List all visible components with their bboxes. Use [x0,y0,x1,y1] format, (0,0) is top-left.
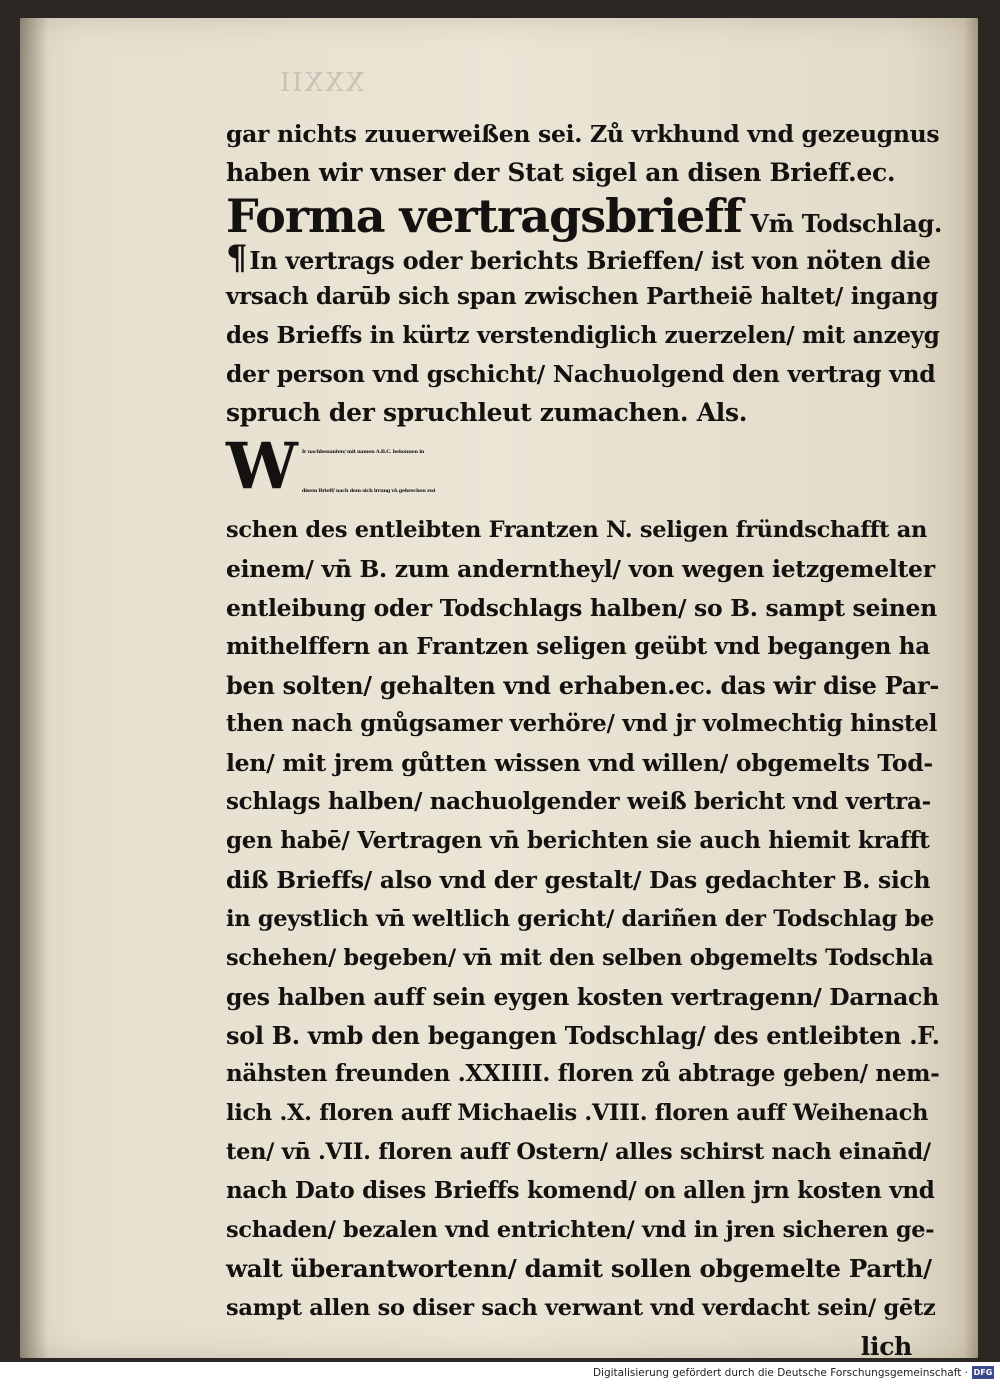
drop-cap: W [226,429,298,505]
text-line: spruch der spruchleut zumachen. Als. [226,398,748,428]
text-line: diß Brieffs/ also vnd der gestalt/ Das gedachter B. sich [226,866,931,895]
text-line: nach Dato dises Brieffs komend/ on allen jrn kosten vnd [226,1177,935,1205]
text-line: entleibung oder Todschlags halben/ so B. sampt seinen [226,593,937,622]
text-line: der person vnd gschicht/ Nachuolgend den vertrag vnd [226,360,936,389]
text-line: des Brieffs in kürtz verstendiglich zuerzelen/ mit anzeyg [226,321,940,349]
catchword: lich [860,1331,912,1361]
text-line: gen habē/ Vertragen vn̄ berichten sie auch hiemit krafft [226,827,930,855]
text-line: ¶In vertrags oder berichts Brieffen/ ist von nöten die [226,237,931,278]
footer-bar [0,1362,1000,1389]
text-line: then nach gnůgsamer verhöre/ vnd jr volmechtig hinstel [226,710,938,738]
pilcrow-mark: ¶ [226,237,248,278]
funding-credit: Digitalisierung gefördert durch die Deutsche Forschungsgemeinschaft · [592,1367,968,1379]
text-line: ben solten/ gehalten vnd erhaben.ec. das wir dise Par- [226,670,940,700]
dfg-logo: DFG [973,1368,993,1377]
folio-number: XXXII [278,68,365,98]
text-line: gar nichts zuuerweißen sei. Zů vrkhund vnd gezeugnus [226,120,940,148]
text-line: len/ mit jrem gůtten wissen vnd willen/ obgemelts Tod- [226,749,933,778]
text-line: vrsach darūb sich span zwischen Partheiē haltet/ ingang [226,282,939,310]
text-line: walt überantwortenn/ damit sollen obgemelte Parth/ [226,1253,932,1283]
text-line: schaden/ bezalen vnd entrichten/ vnd in jren sicheren ge- [226,1217,935,1244]
text-line: Ir nachbenanten/ mit namen A.B.C. bekennen in [301,449,425,456]
text-line: nähsten freunden .XXIIII. floren zů abtrage geben/ nem- [226,1060,940,1088]
heading-large: Forma vertragsbrieff [226,188,742,243]
text-line: schlags halben/ nachuolgender weiß bericht vnd vertra- [226,788,931,816]
text-line: lich .X. floren auff Michaelis .VIII. floren auff Weihenach [226,1100,929,1127]
text-line: schehen/ begeben/ vn̄ mit den selben obgemelts Todschla [226,944,934,971]
text-line: sampt allen so diser sach verwant vnd verdacht sein/ gētz [226,1294,936,1321]
text-line: ten/ vn̄ .VII. floren auff Ostern/ alles schirst nach einan̄d/ [226,1139,931,1166]
page-text [226,115,942,1367]
text-line: haben wir vnser der Stat sigel an disen Brieff.ec. [226,157,896,187]
text-line: disem Brieff/ nach dem sich irrung vn̄ gebrechen zwi [301,488,436,495]
text-line: mithelffern an Frantzen seligen geübt vnd begangen ha [226,632,930,660]
heading-small: Vm̄ Todschlag. [750,208,943,238]
text-line: einem/ vn̄ B. zum anderntheyl/ von wegen ietzgemelter [226,554,935,583]
paragraph-start [226,429,942,511]
text-line: sol B. vmb den begangen Todschlag/ des entleibten .F. [226,1020,940,1050]
section-heading [226,188,943,243]
text-line: schen des entleibten Frantzen N. seligen fründschafft an [226,517,928,544]
text-line: ges halben auff sein eygen kosten vertragenn/ Darnach [226,982,939,1011]
text-line: in geystlich vn̄ weltlich gericht/ dariñen der Todschlag be [226,905,935,932]
